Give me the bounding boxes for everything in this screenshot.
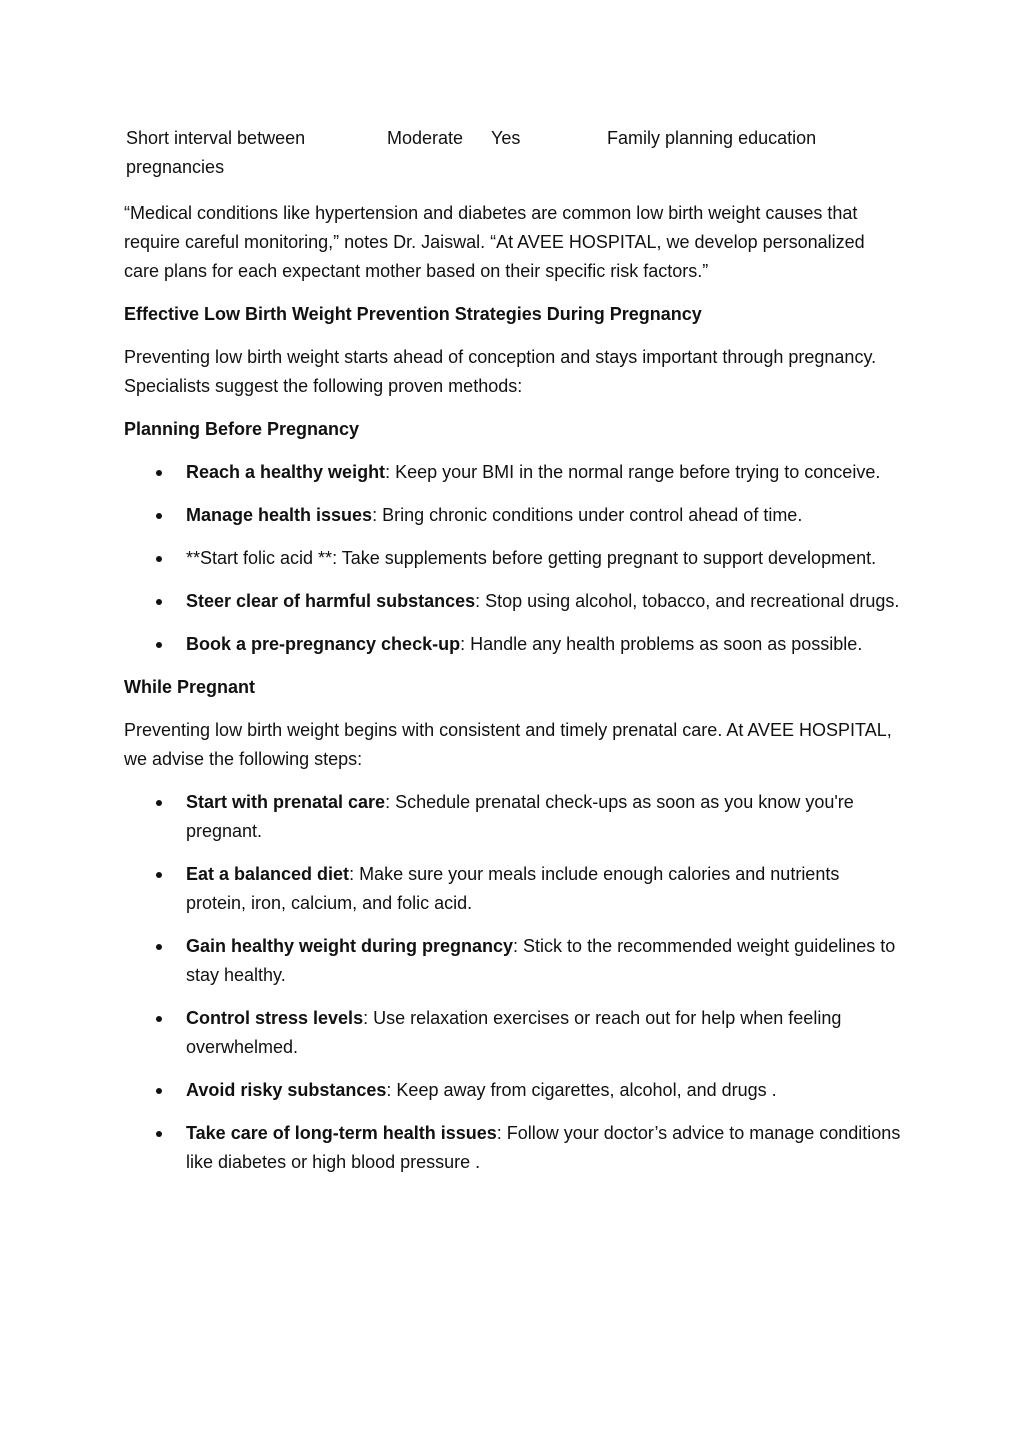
list-item [124, 1076, 904, 1105]
bullet-icon [156, 872, 162, 878]
list-item-term: Control stress levels [186, 1008, 364, 1028]
bullet-icon [156, 642, 162, 648]
while-pregnant-intro: Preventing low birth weight begins with consistent and timely prenatal care. At AVEE HOSPITAL, we advise the following steps: [124, 720, 892, 769]
list-item-term: Manage health issues [186, 505, 373, 525]
list-item [124, 1119, 904, 1177]
bullet-icon [156, 1088, 162, 1094]
bullet-icon [156, 470, 162, 476]
list-item [124, 860, 904, 918]
list-item-term: Start with prenatal care [186, 792, 386, 812]
list-item-term: Eat a balanced diet [186, 864, 350, 884]
list-item-text: : Follow your doctor’s advice to manage conditions like diabetes or high blood pressure . [186, 1123, 901, 1172]
list-item-term: Gain healthy weight during pregnancy [186, 936, 514, 956]
list-item [124, 458, 904, 487]
list-item [124, 544, 904, 573]
bullet-icon [156, 1131, 162, 1137]
list-item-text: : Stick to the recommended weight guidelines to stay healthy. [186, 936, 896, 985]
section-intro: Preventing low birth weight starts ahead of conception and stays important through pregnancy. Specialists suggest the following proven methods: [124, 347, 877, 396]
bullet-icon [156, 944, 162, 950]
list-item [124, 932, 904, 990]
list-item-term: Steer clear of harmful substances [186, 591, 476, 611]
list-item-text: : Keep away from cigarettes, alcohol, and drugs . [386, 1080, 777, 1100]
doctor-quote: “Medical conditions like hypertension and diabetes are common low birth weight causes that require careful monitoring,” notes Dr. Jaiswal. “At AVEE HOSPITAL, we develop personalized care plans for each expectant mother based on their specific risk factors.” [124, 203, 865, 281]
risk-table-row [124, 124, 904, 182]
list-item-text: : Handle any health problems as soon as possible. [460, 634, 863, 654]
list-item-text: **Start folic acid **: Take supplements before getting pregnant to support development. [186, 548, 877, 568]
bullet-icon [156, 513, 162, 519]
list-item [124, 630, 904, 659]
preventable-cell: Yes [491, 128, 521, 148]
bullet-icon [156, 800, 162, 806]
list-item-term: Reach a healthy weight [186, 462, 386, 482]
bullet-icon [156, 599, 162, 605]
list-item-text: : Keep your BMI in the normal range before trying to conceive. [385, 462, 881, 482]
list-item [124, 587, 904, 616]
list-item-term: Avoid risky substances [186, 1080, 387, 1100]
list-item-text: : Stop using alcohol, tobacco, and recreational drugs. [475, 591, 900, 611]
document-page [124, 124, 904, 1191]
list-item-term: Book a pre-pregnancy check-up [186, 634, 461, 654]
while-pregnant-heading: While Pregnant [124, 677, 256, 697]
while-pregnant-list [124, 788, 904, 1177]
list-item-term: Take care of long-term health issues [186, 1123, 497, 1143]
prevention-cell: Family planning education [607, 128, 817, 148]
list-item [124, 1004, 904, 1062]
list-item [124, 788, 904, 846]
bullet-icon [156, 1016, 162, 1022]
before-pregnancy-list [124, 458, 904, 659]
before-pregnancy-heading: Planning Before Pregnancy [124, 419, 360, 439]
risk-level-cell: Moderate [387, 128, 464, 148]
bullet-icon [156, 556, 162, 562]
list-item-text: : Make sure your meals include enough calories and nutrients protein, iron, calcium, and folic acid. [186, 864, 840, 913]
list-item [124, 501, 904, 530]
list-item-text: : Use relaxation exercises or reach out for help when feeling overwhelmed. [186, 1008, 842, 1057]
risk-factor-cell: Short interval between pregnancies [126, 128, 306, 177]
section-heading: Effective Low Birth Weight Prevention Strategies During Pregnancy [124, 304, 702, 324]
list-item-text: : Bring chronic conditions under control ahead of time. [372, 505, 803, 525]
list-item-text: : Schedule prenatal check-ups as soon as you know you're pregnant. [186, 792, 854, 841]
